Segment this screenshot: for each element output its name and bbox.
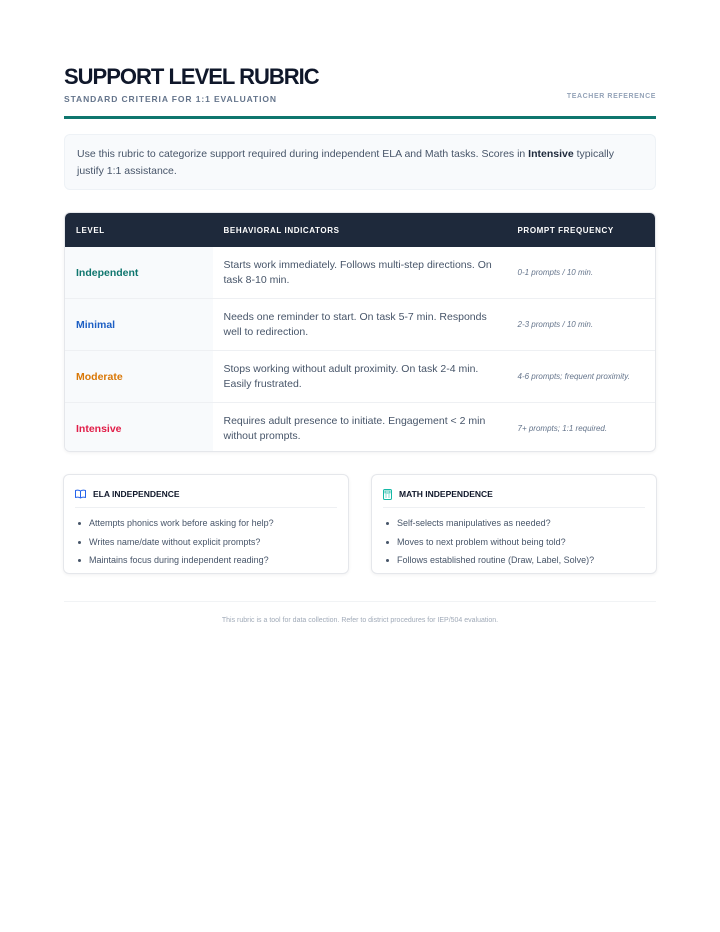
table-header [65, 213, 655, 247]
level-cell: Moderate [65, 351, 213, 402]
list-item: Writes name/date without explicit prompts? [75, 533, 337, 552]
math-card-header [383, 485, 645, 508]
frequency-cell: 4-6 prompts; frequent proximity. [517, 372, 630, 381]
intro-text-before: Use this rubric to categorize support required during independent ELA and Math tasks. Scores in [77, 148, 529, 160]
intro-box [64, 134, 656, 190]
frequency-cell: 7+ prompts; 1:1 required. [517, 424, 608, 433]
header-divider [64, 116, 656, 119]
indicators-cell: Requires adult presence to initiate. Engagement < 2 min without prompts. [223, 414, 486, 442]
footer-note: This rubric is a tool for data collection. Refer to district procedures for IEP/504 evaluation. [221, 617, 499, 624]
indicators-cell: Stops working without adult proximity. On task 2-4 min. Easily frustrated. [223, 362, 479, 390]
ela-checklist [75, 514, 337, 570]
table-row [65, 402, 655, 452]
column-header-frequency: PROMPT FREQUENCY [517, 225, 614, 235]
indicators-cell: Needs one reminder to start. On task 5-7 min. Responds well to redirection. [223, 310, 487, 338]
table-row [65, 247, 655, 298]
level-cell: Intensive [65, 403, 213, 452]
math-card-title: MATH INDEPENDENCE [399, 489, 493, 499]
ela-card-header [75, 485, 337, 508]
list-item: Attempts phonics work before asking for help? [75, 514, 337, 533]
page-title: SUPPORT LEVEL RUBRIC [64, 64, 319, 89]
list-item: Maintains focus during independent reading? [75, 551, 337, 570]
math-independence-card [371, 474, 657, 574]
column-header-indicators: BEHAVIORAL INDICATORS [223, 225, 340, 235]
page-subtitle: STANDARD CRITERIA FOR 1:1 EVALUATION [64, 94, 277, 104]
page-header [64, 64, 656, 104]
frequency-cell: 2-3 prompts / 10 min. [517, 320, 594, 329]
list-item: Moves to next problem without being told? [383, 533, 645, 552]
column-header-level: LEVEL [76, 225, 105, 235]
ela-card-title: ELA INDEPENDENCE [93, 489, 180, 499]
teacher-reference-label: TEACHER REFERENCE [566, 93, 656, 100]
ela-independence-card [63, 474, 349, 574]
indicators-cell: Starts work immediately. Follows multi-step directions. On task 8-10 min. [223, 258, 492, 286]
intro-text-after: typically justify 1:1 assistance. [77, 148, 614, 177]
intro-emphasis: Intensive [528, 148, 574, 160]
rubric-table [64, 212, 656, 452]
footer-divider [64, 601, 656, 602]
calculator-icon [383, 489, 392, 500]
table-row [65, 350, 655, 402]
list-item: Self-selects manipulatives as needed? [383, 514, 645, 533]
book-icon [75, 489, 86, 499]
table-row [65, 298, 655, 350]
frequency-cell: 0-1 prompts / 10 min. [517, 268, 594, 277]
level-cell: Minimal [65, 299, 213, 350]
level-cell: Independent [65, 247, 213, 298]
math-checklist [383, 514, 645, 570]
list-item: Follows established routine (Draw, Label, Solve)? [383, 551, 645, 570]
